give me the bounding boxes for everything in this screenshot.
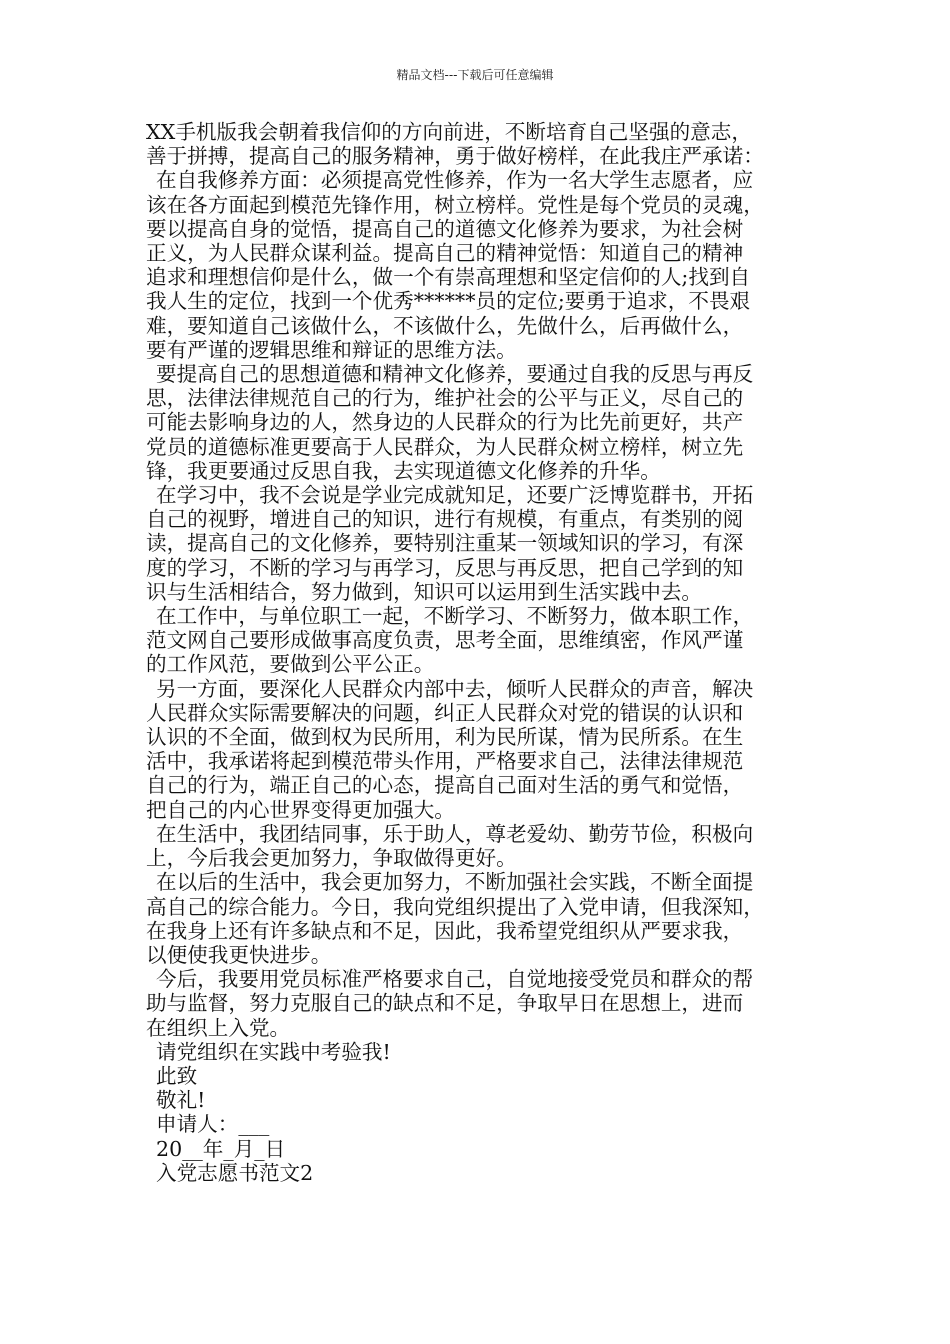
text-line: 把自己的内心世界变得更加强大。 — [146, 797, 455, 822]
paragraph — [146, 822, 826, 870]
page-header: 精品文档---下载后可任意编辑 — [396, 68, 554, 82]
text-line: 在自我修养方面：必须提高党性修养，作为一名大学生志愿者，应 — [156, 168, 754, 193]
text-line: 高自己的综合能力。今日，我向党组织提出了入党申请，但我深知， — [146, 894, 764, 919]
text-line: 助与监督，努力克服自己的缺点和不足，争取早日在思想上，进而 — [146, 991, 744, 1016]
text-line: 认识的不全面，做到权为民所用，利为民所谋，情为民所系。在生 — [146, 725, 744, 750]
text-line: 锋，我更要通过反思自我，去实现道德文化修养的升华。 — [146, 458, 661, 483]
paragraph — [146, 1088, 826, 1112]
paragraph — [146, 1137, 826, 1161]
text-line: 在以后的生活中，我会更加努力，不断加强社会实践，不断全面提 — [156, 870, 754, 895]
text-line: 思，法律法律规范自己的行为，维护社会的公平与正义，尽自己的 — [146, 386, 744, 411]
text-line: 该在各方面起到模范先锋作用，树立榜样。党性是每个党员的灵魂， — [146, 192, 764, 217]
text-line: 20__年_月_日 — [156, 1136, 286, 1161]
text-line: 党员的道德标准更要高于人民群众，为人民群众树立榜样，树立先 — [146, 434, 744, 459]
text-line: 人民群众实际需要解决的问题，纠正人民群众对党的错误的认识和 — [146, 700, 744, 725]
document-body — [146, 120, 826, 1185]
text-line: 要以提高自身的觉悟，提高自己的道德文化修养为要求，为社会树 — [146, 216, 744, 241]
text-line: 度的学习，不断的学习与再学习，反思与再反思，把自己学到的知 — [146, 555, 744, 580]
text-line: 在我身上还有许多缺点和不足，因此，我希望党组织从严要求我， — [146, 918, 744, 943]
text-line: 自己的视野，增进自己的知识，进行有规模，有重点，有类别的阅 — [146, 507, 744, 532]
paragraph — [146, 1161, 826, 1185]
text-line: 在组织上入党。 — [146, 1015, 291, 1040]
paragraph — [146, 483, 826, 604]
text-line: 在生活中，我团结同事，乐于助人，尊老爱幼、勤劳节俭，积极向 — [156, 821, 754, 846]
paragraph — [146, 362, 826, 483]
text-line: XX手机版我会朝着我信仰的方向前进，不断培育自己坚强的意志， — [146, 120, 752, 144]
paragraph — [146, 1112, 826, 1136]
text-line: 活中，我承诺将起到模范带头作用，严格要求自己，法律法律规范 — [146, 749, 744, 774]
text-line: 此致 — [156, 1063, 198, 1088]
text-line: 追求和理想信仰是什么，做一个有崇高理想和坚定信仰的人;找到自 — [146, 265, 751, 290]
text-line: 识与生活相结合，努力做到，知识可以运用到生活实践中去。 — [146, 579, 703, 604]
paragraph — [146, 677, 826, 822]
text-line: 今后，我要用党员标准严格要求自己，自觉地接受党员和群众的帮 — [156, 967, 754, 992]
text-line: 可能去影响身边的人，然身边的人民群众的行为比先前更好，共产 — [146, 410, 744, 435]
text-line: 的工作风范，要做到公平公正。 — [146, 652, 435, 677]
paragraph — [146, 967, 826, 1040]
text-line: 善于拼搏，提高自己的服务精神，勇于做好榜样，在此我庄严承诺： — [146, 144, 764, 169]
paragraph — [146, 120, 826, 168]
text-line: 另一方面，要深化人民群众内部中去，倾听人民群众的声音，解决 — [156, 676, 754, 701]
paragraph — [146, 1040, 826, 1064]
text-line: 我人生的定位，找到一个优秀******员的定位;要勇于追求，不畏艰 — [146, 289, 751, 314]
text-line: 正义，为人民群众谋利益。提高自己的精神觉悟：知道自己的精神 — [146, 241, 744, 266]
text-line: 读，提高自己的文化修养，要特别注重某一领域知识的学习，有深 — [146, 531, 744, 556]
text-line: 在工作中，与单位职工一起，不断学习、不断努力，做本职工作， — [156, 604, 754, 629]
paragraph — [146, 1064, 826, 1088]
text-line: 在学习中，我不会说是学业完成就知足，还要广泛博览群书，开拓 — [156, 483, 754, 508]
paragraph — [146, 604, 826, 677]
text-line: 难，要知道自己该做什么，不该做什么，先做什么，后再做什么， — [146, 313, 744, 338]
text-line: 请党组织在实践中考验我! — [156, 1039, 391, 1064]
text-line: 要有严谨的逻辑思维和辩证的思维方法。 — [146, 337, 517, 362]
paragraph — [146, 870, 826, 967]
text-line: 申请人：___ — [156, 1112, 270, 1137]
text-line: 上，今后我会更加努力，争取做得更好。 — [146, 846, 517, 871]
text-line: 要提高自己的思想道德和精神文化修养，要通过自我的反思与再反 — [156, 362, 754, 387]
text-line: 以便使我更快进步。 — [146, 942, 332, 967]
text-line: 入党志愿书范文2 — [156, 1160, 314, 1185]
text-line: 敬礼! — [156, 1088, 206, 1113]
paragraph — [146, 168, 826, 362]
text-line: 自己的行为，端正自己的心态，提高自己面对生活的勇气和觉悟， — [146, 773, 744, 798]
text-line: 范文网自己要形成做事高度负责，思考全面，思维缜密，作风严谨 — [146, 628, 744, 653]
